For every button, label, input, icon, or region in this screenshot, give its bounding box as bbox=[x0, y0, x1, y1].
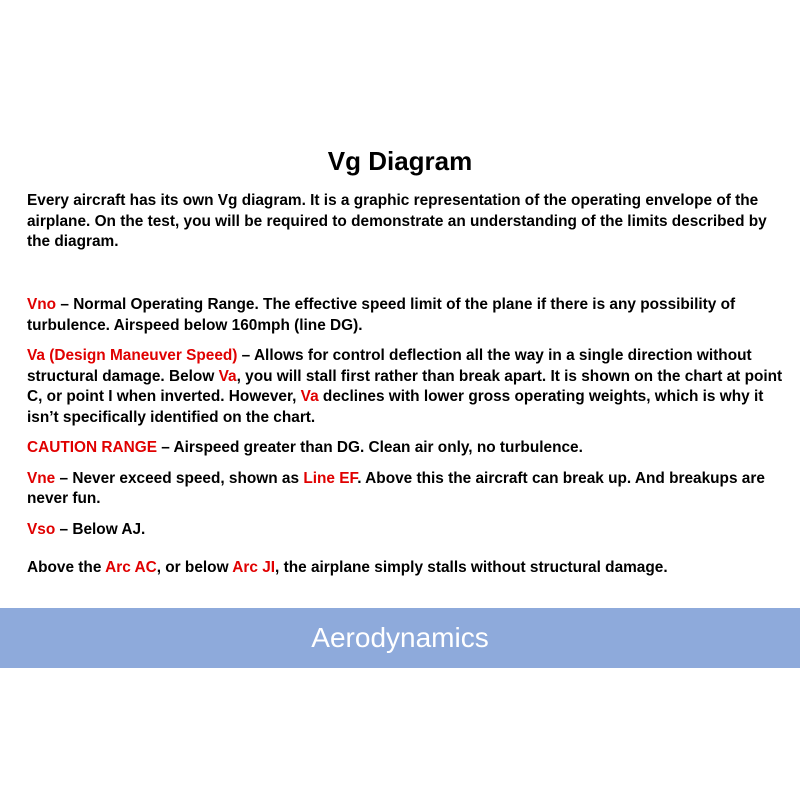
caution-term: CAUTION RANGE bbox=[27, 439, 157, 456]
vno-definition bbox=[27, 295, 787, 336]
vne-definition bbox=[27, 469, 787, 510]
arc-ji-term: Arc JI bbox=[232, 559, 276, 576]
definitions-list bbox=[27, 295, 787, 589]
caution-definition bbox=[27, 438, 787, 459]
va-text-1: – Allows for control deflection all the way in a single direction without structural damage. Below bbox=[27, 347, 752, 385]
vso-definition bbox=[27, 520, 787, 541]
va-definition bbox=[27, 346, 787, 428]
vno-term: Vno bbox=[27, 296, 57, 313]
va-term-2: Va bbox=[218, 367, 237, 385]
va-text-3: declines with lower gross operating weights, which is why it isn’t specifically identified on the chart. bbox=[27, 388, 764, 426]
banner-label: Aerodynamics bbox=[311, 622, 489, 653]
vno-text: – Normal Operating Range. The effective speed limit of the plane if there is any possibility of turbulence. Airspeed below 160mph (line DG). bbox=[27, 296, 736, 334]
vne-term-2: Line EF bbox=[303, 469, 358, 487]
intro-paragraph: Every aircraft has its own Vg diagram. It is a graphic representation of the operating envelope of the airplane. On the test, you will be required to demonstrate an understanding of the limits described by the diagram. bbox=[27, 192, 767, 250]
vso-text: – Below AJ. bbox=[55, 520, 146, 538]
va-term: Va (Design Maneuver Speed) bbox=[27, 347, 238, 364]
vne-term: Vne bbox=[27, 469, 56, 487]
arcs-text-3: , the airplane simply stalls without structural damage. bbox=[275, 559, 668, 576]
va-text-2: , you will stall first rather than break apart. It is shown on the chart at point C, or point I when inverted. However, bbox=[27, 367, 783, 405]
arc-ac-term: Arc AC bbox=[105, 559, 157, 576]
vne-text-2: . Above this the aircraft can break up. And breakups are never fun. bbox=[27, 469, 765, 507]
page-title: Vg Diagram bbox=[327, 146, 473, 176]
vso-term: Vso bbox=[27, 520, 56, 538]
footer-banner bbox=[0, 608, 800, 668]
arcs-statement bbox=[27, 558, 787, 579]
vne-text-1: – Never exceed speed, shown as bbox=[55, 469, 304, 487]
arcs-text-1: Above the bbox=[27, 559, 106, 576]
va-term-3: Va bbox=[300, 388, 319, 405]
caution-text: – Airspeed greater than DG. Clean air only, no turbulence. bbox=[156, 439, 583, 456]
arcs-text-2: , or below bbox=[156, 559, 233, 576]
